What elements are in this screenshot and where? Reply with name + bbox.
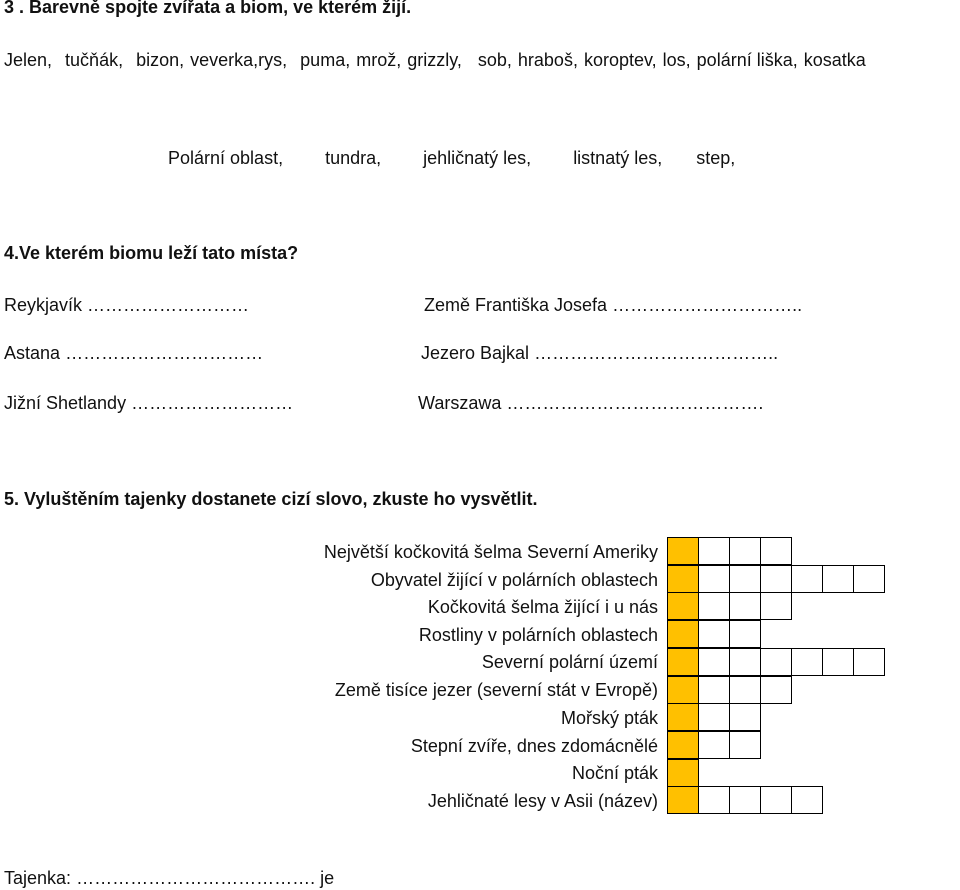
animal-item: veverka,rys, <box>190 50 288 70</box>
biome-item: listnatý les, <box>573 148 663 168</box>
animal-list <box>4 50 866 71</box>
crossword-cell <box>760 676 792 704</box>
place-name: Země Františka Josefa <box>424 295 608 315</box>
crossword-cell <box>822 565 854 593</box>
place-name: Reykjavík <box>4 295 83 315</box>
answer-dots: ………………………….. <box>612 295 803 315</box>
crossword-cell <box>853 565 885 593</box>
place-name: Jezero Bajkal <box>421 343 530 363</box>
crossword-cell <box>853 648 885 676</box>
crossword-key-cell <box>667 786 699 814</box>
crossword-cell <box>791 786 823 814</box>
crossword-cell <box>698 537 730 565</box>
animal-item: hraboš, <box>517 50 578 70</box>
crossword-cell <box>729 565 761 593</box>
crossword-cell <box>729 648 761 676</box>
biome-item: step, <box>696 148 736 168</box>
crossword-clue: Rostliny v polárních oblastech <box>418 625 658 645</box>
animal-item: sob, <box>477 50 512 70</box>
task4-heading: 4.Ve kterém biomu leží tato místa? <box>4 243 299 263</box>
crossword-key-cell <box>667 676 699 704</box>
biome-list <box>168 148 735 169</box>
crossword-clue: Největší kočkovitá šelma Severní Ameriky <box>323 542 658 562</box>
place-name: Astana <box>4 343 61 363</box>
animal-item: kosatka <box>803 50 866 70</box>
crossword-key-cell <box>667 620 699 648</box>
animal-item: mrož, <box>356 50 402 70</box>
crossword-cell <box>698 620 730 648</box>
crossword-cell <box>791 565 823 593</box>
crossword-cell <box>698 786 730 814</box>
crossword-cell <box>698 731 730 759</box>
animal-item: koroptev, <box>583 50 657 70</box>
crossword-clue: Jehličnaté lesy v Asii (název) <box>427 791 658 811</box>
answer-dots: ………………………………….. <box>534 343 779 363</box>
crossword-clue: Země tisíce jezer (severní stát v Evropě) <box>334 680 658 700</box>
answer-dots: …………………………………. <box>76 868 316 888</box>
crossword-cell <box>729 703 761 731</box>
crossword-cell <box>698 676 730 704</box>
crossword-cell <box>760 537 792 565</box>
crossword-cell <box>698 565 730 593</box>
animal-item: tučňák, <box>65 50 124 70</box>
answer-dots: ……………………………………. <box>506 393 764 413</box>
animal-item: bizon, <box>136 50 185 70</box>
crossword-cell <box>760 648 792 676</box>
crossword-clue: Severní polární území <box>481 652 658 672</box>
crossword-clue: Kočkovitá šelma žijící i u nás <box>427 597 658 617</box>
biome-item: jehličnatý les, <box>423 148 532 168</box>
animal-item: puma, <box>300 50 351 70</box>
crossword-key-cell <box>667 648 699 676</box>
crossword-key-cell <box>667 759 699 787</box>
crossword-cell <box>729 620 761 648</box>
answer-dots: ……………………… <box>131 393 294 413</box>
task5-heading: 5. Vyluštěním tajenky dostanete cizí slovo, zkuste ho vysvětlit. <box>4 489 538 509</box>
crossword-clue: Obyvatel žijící v polárních oblastech <box>370 570 658 590</box>
crossword-cell <box>729 731 761 759</box>
answer-dots: ……………………… <box>87 295 250 315</box>
place-row-left <box>4 295 249 316</box>
place-row-right <box>424 295 802 316</box>
place-row-left <box>4 343 263 364</box>
crossword-cell <box>760 565 792 593</box>
tajenka-line <box>4 868 334 889</box>
place-name: Warszawa <box>418 393 502 413</box>
task3-heading: 3 . Barevně spojte zvířata a biom, ve kterém žijí. <box>4 0 412 17</box>
place-name: Jižní Shetlandy <box>4 393 127 413</box>
crossword-cell <box>760 786 792 814</box>
tajenka-label: Tajenka: <box>4 868 72 888</box>
animal-item: grizzly, <box>407 50 462 70</box>
crossword-cell <box>760 592 792 620</box>
crossword-key-cell <box>667 565 699 593</box>
crossword-cell <box>729 786 761 814</box>
crossword-clue: Mořský pták <box>560 708 658 728</box>
animal-item: Jelen, <box>4 50 53 70</box>
crossword-cell <box>729 537 761 565</box>
crossword-cell <box>822 648 854 676</box>
crossword-key-cell <box>667 703 699 731</box>
biome-item: Polární oblast, <box>168 148 284 168</box>
crossword-key-cell <box>667 731 699 759</box>
crossword-key-cell <box>667 592 699 620</box>
crossword-key-cell <box>667 537 699 565</box>
crossword-clue: Stepní zvíře, dnes zdomácnělé <box>410 736 658 756</box>
tajenka-suffix: je <box>320 868 335 888</box>
crossword-cell <box>729 592 761 620</box>
answer-dots: …………………………… <box>65 343 264 363</box>
crossword-clue: Noční pták <box>571 763 658 783</box>
crossword-cell <box>698 648 730 676</box>
place-row-right <box>418 393 763 414</box>
animal-item: los, <box>662 50 691 70</box>
place-row-left <box>4 393 293 414</box>
crossword-cell <box>729 676 761 704</box>
crossword-cell <box>698 703 730 731</box>
place-row-right <box>421 343 778 364</box>
crossword-cell <box>698 592 730 620</box>
crossword-cell <box>791 648 823 676</box>
biome-item: tundra, <box>325 148 382 168</box>
animal-item: polární liška, <box>696 50 798 70</box>
